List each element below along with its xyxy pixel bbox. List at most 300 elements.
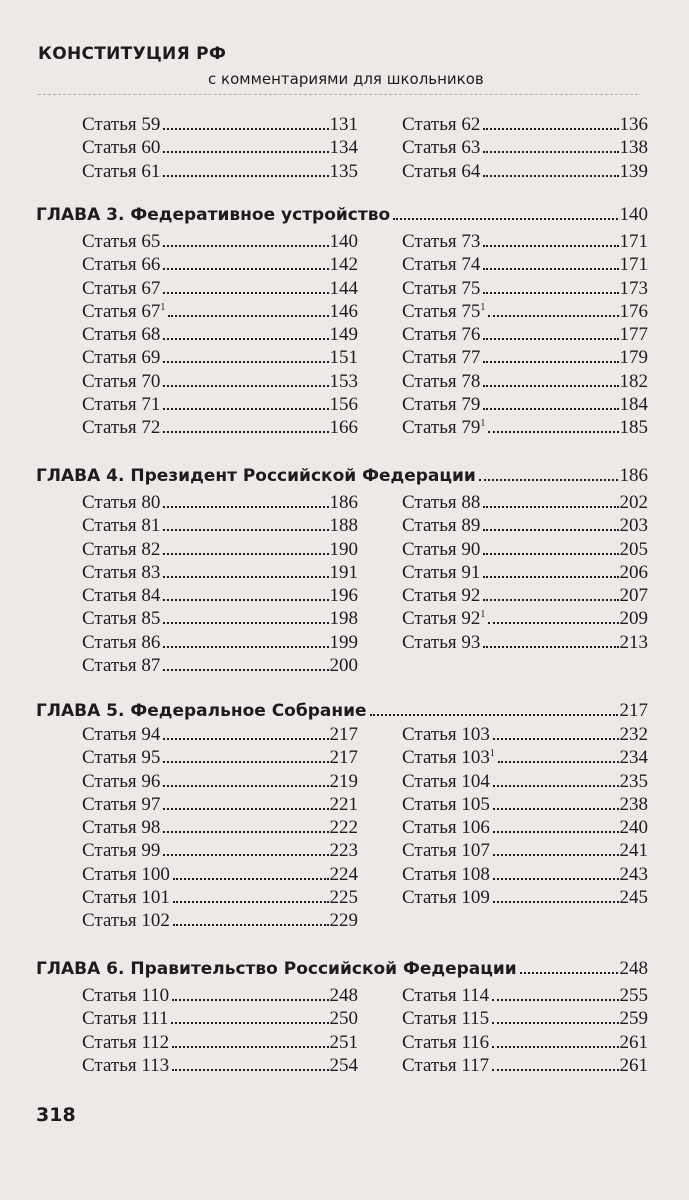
dot-leader [488, 622, 618, 624]
dot-leader [498, 761, 619, 763]
chapter-page: 140 [619, 204, 648, 225]
dot-leader [520, 972, 618, 974]
toc-entry-page: 232 [619, 724, 648, 745]
toc-entry [402, 887, 648, 910]
toc-entry-label-text: Статья 75 [402, 300, 481, 322]
toc-entry-page: 144 [329, 277, 358, 299]
toc-entry-label [82, 324, 160, 346]
toc-entry-page: 190 [329, 538, 358, 560]
toc-entry-page: 196 [329, 585, 358, 607]
toc-entry-page: 146 [329, 300, 358, 322]
toc-entry [82, 585, 358, 608]
dot-leader [173, 924, 329, 926]
toc-entry-label-text: Статья 106 [402, 817, 490, 839]
dot-leader [163, 599, 328, 601]
toc-entry [82, 231, 358, 254]
toc-entry-label-text: Статья 77 [402, 347, 481, 369]
dot-leader [483, 338, 618, 340]
dot-leader [163, 669, 328, 671]
dot-leader [493, 878, 619, 880]
toc-entry [82, 301, 358, 324]
toc-entry-page: 221 [329, 793, 358, 815]
dot-leader [163, 506, 328, 508]
toc-entry-label [82, 114, 160, 136]
toc-entry-page: 248 [329, 985, 358, 1006]
toc-entry-label-text: Статья 112 [82, 1031, 170, 1053]
toc-entry-label [402, 137, 480, 159]
toc-entry-label-text: Статья 68 [82, 324, 161, 346]
dot-leader [163, 292, 328, 294]
toc-entry [402, 254, 648, 277]
toc-entry-label-text: Статья 94 [82, 724, 161, 745]
toc-entry-page: 156 [329, 394, 358, 416]
toc-entry-label-text: Статья 103 [402, 747, 490, 769]
toc-entry-page: 235 [619, 770, 648, 792]
dot-leader [173, 878, 329, 880]
toc-entry-label-text: Статья 91 [402, 561, 481, 583]
toc-entry-label [402, 515, 480, 537]
toc-entry-label [402, 1055, 489, 1077]
toc-entry [82, 655, 358, 678]
toc-left-column [82, 724, 358, 934]
dot-leader [163, 128, 328, 130]
toc-entry-label [82, 794, 160, 816]
toc-entry-label [402, 161, 480, 183]
toc-entry-label-text: Статья 69 [82, 347, 161, 369]
toc-entry [82, 492, 358, 515]
toc-entry-label [402, 794, 490, 816]
chapter-heading [36, 204, 648, 226]
toc-entry-page: 198 [329, 608, 358, 630]
dot-leader [483, 529, 618, 531]
dot-leader [172, 999, 328, 1001]
toc-right-column [402, 724, 648, 910]
toc-entry-page: 251 [329, 1031, 358, 1053]
dot-leader [483, 361, 618, 363]
toc-entry-page: 200 [329, 655, 358, 677]
toc-entry-label [402, 231, 480, 253]
toc-entry-label [402, 985, 489, 1007]
toc-entry-page: 140 [329, 231, 358, 252]
toc-left-column [82, 231, 358, 441]
toc-left-column [82, 985, 358, 1078]
toc-entry-label [82, 632, 160, 654]
dot-leader [163, 151, 328, 153]
toc-entry-page: 191 [329, 561, 358, 583]
chapter-page: 217 [619, 700, 648, 721]
dot-leader [163, 831, 328, 833]
dot-leader [483, 599, 618, 601]
toc-entry-label [82, 585, 160, 607]
toc-entry-page: 240 [619, 817, 648, 839]
chapter-heading [36, 465, 648, 487]
toc-entry-label [82, 492, 160, 514]
toc-entry-label [402, 771, 490, 793]
toc-entry [402, 161, 648, 184]
toc-left-column [82, 492, 358, 678]
dot-leader [168, 315, 328, 317]
toc-entry-label [82, 910, 170, 932]
toc-entry [82, 747, 358, 770]
toc-entry-label-text: Статья 95 [82, 747, 161, 769]
toc-entry [82, 1032, 358, 1055]
toc-entry-page: 205 [619, 538, 648, 560]
dot-leader [163, 785, 328, 787]
toc-entry-label [402, 301, 485, 323]
toc-entry-page: 261 [619, 1054, 648, 1076]
toc-entry-page: 142 [329, 254, 358, 276]
dot-leader [483, 245, 618, 247]
toc-entry-page: 149 [329, 324, 358, 346]
toc-entry [82, 137, 358, 160]
toc-entry [402, 771, 648, 794]
toc-entry-label [82, 515, 160, 537]
toc-entry-page: 185 [619, 417, 648, 439]
toc-entry-label-text: Статья 108 [402, 863, 490, 885]
dot-leader [163, 385, 328, 387]
toc-entry-page: 131 [329, 114, 358, 135]
chapter-title: ГЛАВА 3. Федеративное устройство [36, 205, 391, 225]
dot-leader [163, 245, 328, 247]
toc-entry [402, 562, 648, 585]
toc-entry-label [82, 608, 160, 630]
toc-entry [402, 585, 648, 608]
dot-leader [483, 268, 618, 270]
toc-entry-page: 136 [619, 114, 648, 135]
toc-entry-label-text: Статья 86 [82, 631, 161, 653]
toc-entry [82, 515, 358, 538]
toc-entry-label-text: Статья 93 [402, 631, 481, 653]
dot-leader [493, 854, 619, 856]
toc-entry-label-text: Статья 117 [402, 1054, 490, 1076]
toc-entry-label [402, 278, 480, 300]
dot-leader [488, 431, 618, 433]
toc-entry-label [82, 985, 169, 1007]
toc-entry-label [402, 724, 490, 746]
toc-left-column [82, 114, 358, 184]
toc-entry-label-text: Статья 114 [402, 985, 490, 1006]
toc-entry [402, 1055, 648, 1078]
dot-leader [163, 361, 328, 363]
toc-entry [402, 985, 648, 1008]
toc-entry-page: 153 [329, 370, 358, 392]
toc-entry-label-text: Статья 71 [82, 394, 161, 416]
toc-entry-label-text: Статья 70 [82, 370, 161, 392]
toc-entry-label-text: Статья 89 [402, 515, 481, 537]
toc-entry [402, 301, 648, 324]
toc-entry-label-text: Статья 66 [82, 254, 161, 276]
dot-leader [163, 529, 328, 531]
toc-entry-page: 139 [619, 160, 648, 182]
toc-entry [402, 817, 648, 840]
toc-entry-page: 259 [619, 1008, 648, 1030]
toc-entry [82, 887, 358, 910]
toc-entry [82, 910, 358, 933]
toc-entry-label-text: Статья 81 [82, 515, 161, 537]
toc-entry [82, 114, 358, 137]
toc-entry-page: 213 [619, 631, 648, 653]
toc-entry-label-text: Статья 115 [402, 1008, 490, 1030]
toc-entry-label [82, 371, 160, 393]
toc-entry-label [82, 137, 160, 159]
toc-entry-page: 234 [619, 747, 648, 769]
toc-entry [402, 347, 648, 370]
dot-leader [483, 553, 618, 555]
toc-entry-superscript: 1 [489, 748, 495, 760]
dot-leader [163, 576, 328, 578]
toc-entry [402, 492, 648, 515]
toc-entry [402, 417, 648, 440]
toc-entry [402, 724, 648, 747]
toc-entry-page: 261 [619, 1031, 648, 1053]
chapter-title: ГЛАВА 5. Федеральное Собрание [36, 701, 367, 721]
toc-entry-page: 207 [619, 585, 648, 607]
toc-entry-label [402, 114, 480, 136]
dot-leader [172, 1046, 328, 1048]
toc-entry-label [82, 301, 165, 323]
toc-entry [402, 515, 648, 538]
toc-entry-page: 222 [329, 817, 358, 839]
toc-entry [82, 278, 358, 301]
dot-leader [483, 408, 618, 410]
toc-entry [402, 1008, 648, 1031]
dot-leader [163, 268, 328, 270]
toc-entry [82, 254, 358, 277]
toc-entry [82, 1008, 358, 1031]
dot-leader [483, 646, 618, 648]
chapter-heading [36, 700, 648, 722]
toc-entry-label-text: Статья 110 [82, 985, 170, 1006]
toc-entry-label [402, 608, 485, 630]
toc-entry-page: 171 [619, 231, 648, 252]
toc-entry-label [82, 655, 160, 677]
chapter-page: 248 [619, 958, 648, 979]
toc-entry [402, 231, 648, 254]
toc-entry-page: 186 [329, 492, 358, 513]
toc-entry [402, 324, 648, 347]
toc-entry-label [82, 231, 160, 253]
toc-entry-page: 177 [619, 324, 648, 346]
toc-entry-page: 203 [619, 515, 648, 537]
toc-entry-label-text: Статья 104 [402, 770, 490, 792]
toc-entry-page: 135 [329, 160, 358, 182]
dot-leader [483, 175, 618, 177]
toc-entry-label [82, 562, 160, 584]
toc-entry-label-text: Статья 79 [402, 417, 481, 439]
toc-entry-label [402, 492, 480, 514]
toc-entry-page: 171 [619, 254, 648, 276]
toc-entry [82, 347, 358, 370]
toc-entry [402, 371, 648, 394]
dot-leader [483, 292, 618, 294]
toc-entry-superscript: 1 [160, 301, 166, 313]
dot-leader [370, 714, 618, 716]
dot-leader [163, 408, 328, 410]
toc-entry-label-text: Статья 63 [402, 137, 481, 159]
toc-entry [82, 840, 358, 863]
toc-entry-superscript: 1 [480, 609, 486, 621]
toc-entry-page: 217 [329, 747, 358, 769]
toc-entry-label [402, 747, 495, 769]
toc-entry-page: 245 [619, 887, 648, 909]
toc-entry [82, 371, 358, 394]
toc-entry-label-text: Статья 83 [82, 561, 161, 583]
toc-entry-page: 166 [329, 417, 358, 439]
toc-entry [402, 747, 648, 770]
toc-entry-label [82, 771, 160, 793]
toc-entry [402, 137, 648, 160]
toc-entry-label [82, 840, 160, 862]
toc-entry [402, 864, 648, 887]
dot-leader [171, 1022, 328, 1024]
toc-entry-label-text: Статья 72 [82, 417, 161, 439]
dot-leader [163, 622, 328, 624]
toc-entry-page: 241 [619, 840, 648, 862]
toc-entry-label-text: Статья 90 [402, 538, 481, 560]
toc-entry-label [402, 864, 490, 886]
toc-entry-page: 243 [619, 863, 648, 885]
toc-entry-label-text: Статья 98 [82, 817, 161, 839]
toc-entry-page: 254 [329, 1054, 358, 1076]
toc-entry [402, 278, 648, 301]
toc-entry-label [82, 887, 170, 909]
toc-entry-label-text: Статья 99 [82, 840, 161, 862]
toc-entry [82, 817, 358, 840]
toc-entry-label-text: Статья 102 [82, 910, 170, 932]
toc-entry-label-text: Статья 73 [402, 231, 481, 252]
toc-entry-label [82, 1032, 169, 1054]
toc-entry [82, 608, 358, 631]
toc-entry-label [402, 585, 480, 607]
toc-entry [82, 864, 358, 887]
dot-leader [483, 128, 618, 130]
toc-entry-page: 209 [619, 608, 648, 630]
page-number: 318 [36, 1104, 76, 1126]
toc-entry-label [402, 371, 480, 393]
toc-entry [82, 1055, 358, 1078]
toc-entry-page: 225 [329, 887, 358, 909]
toc-entry-label-text: Статья 103 [402, 724, 490, 745]
dot-leader [483, 151, 618, 153]
toc-entry-label [402, 840, 490, 862]
toc-entry-page: 206 [619, 561, 648, 583]
toc-entry-label [82, 817, 160, 839]
toc-entry-label-text: Статья 109 [402, 887, 490, 909]
toc-entry-label-text: Статья 92 [402, 608, 481, 630]
toc-entry-page: 223 [329, 840, 358, 862]
toc-entry-label-text: Статья 96 [82, 770, 161, 792]
toc-entry [82, 632, 358, 655]
toc-entry-label-text: Статья 74 [402, 254, 481, 276]
dot-leader [483, 385, 618, 387]
toc-right-column [402, 985, 648, 1078]
toc-entry [82, 539, 358, 562]
toc-entry-label [402, 324, 480, 346]
toc-entry-label-text: Статья 67 [82, 300, 161, 322]
toc-entry [82, 771, 358, 794]
toc-entry-page: 151 [329, 347, 358, 369]
toc-entry-label-text: Статья 59 [82, 114, 161, 135]
dot-leader [493, 808, 619, 810]
toc-entry-label-text: Статья 65 [82, 231, 161, 252]
toc-entry-label [402, 887, 490, 909]
toc-entry-page: 238 [619, 793, 648, 815]
toc-entry [82, 394, 358, 417]
toc-entry-label-text: Статья 113 [82, 1054, 170, 1076]
toc-entry-label [402, 417, 485, 439]
toc-entry-label [402, 817, 490, 839]
toc-entry [82, 985, 358, 1008]
toc-entry-page: 219 [329, 770, 358, 792]
toc-entry-page: 250 [329, 1008, 358, 1030]
toc-entry-page: 199 [329, 631, 358, 653]
dot-leader [492, 1022, 618, 1024]
toc-entry [402, 394, 648, 417]
chapter-title: ГЛАВА 4. Президент Российской Федерации [36, 466, 476, 486]
toc-entry [402, 539, 648, 562]
running-header-title: КОНСТИТУЦИЯ РФ [38, 44, 227, 64]
toc-entry [402, 840, 648, 863]
dot-leader [163, 431, 328, 433]
toc-entry-label-text: Статья 64 [402, 160, 481, 182]
toc-entry-page: 138 [619, 137, 648, 159]
toc-entry-label [402, 347, 480, 369]
toc-entry-label [82, 724, 160, 746]
toc-entry-label-text: Статья 76 [402, 324, 481, 346]
dot-leader [163, 761, 328, 763]
toc-entry [82, 417, 358, 440]
toc-entry [82, 794, 358, 817]
toc-entry [402, 114, 648, 137]
toc-entry-label [82, 747, 160, 769]
chapter-page: 186 [619, 465, 648, 486]
toc-entry-page: 179 [619, 347, 648, 369]
toc-entry [402, 1032, 648, 1055]
dot-leader [488, 315, 618, 317]
toc-entry-label [82, 417, 160, 439]
toc-entry-label-text: Статья 100 [82, 863, 170, 885]
toc-entry-label [82, 1055, 169, 1077]
toc-entry-page: 176 [619, 300, 648, 322]
toc-right-column [402, 114, 648, 184]
toc-entry-label-text: Статья 79 [402, 394, 481, 416]
dot-leader [493, 785, 619, 787]
toc-entry-label [402, 1032, 489, 1054]
toc-entry-label-text: Статья 80 [82, 492, 161, 513]
chapter-title: ГЛАВА 6. Правительство Российской Федерации [36, 959, 517, 979]
chapter-heading [36, 958, 648, 980]
dot-leader [483, 506, 618, 508]
toc-entry-label [82, 347, 160, 369]
toc-entry-page: 182 [619, 370, 648, 392]
dot-leader [163, 854, 328, 856]
toc-entry-label-text: Статья 67 [82, 277, 161, 299]
dot-leader [479, 479, 618, 481]
dot-leader [163, 553, 328, 555]
dot-leader [493, 901, 619, 903]
toc-entry [82, 324, 358, 347]
toc-entry-label-text: Статья 84 [82, 585, 161, 607]
dot-leader [163, 808, 328, 810]
toc-entry-page: 173 [619, 277, 648, 299]
dot-leader [163, 646, 328, 648]
toc-right-column [402, 231, 648, 441]
toc-entry-label [402, 254, 480, 276]
toc-entry [402, 608, 648, 631]
toc-entry-label-text: Статья 107 [402, 840, 490, 862]
dot-leader [492, 1069, 618, 1071]
toc-entry-label-text: Статья 105 [402, 793, 490, 815]
